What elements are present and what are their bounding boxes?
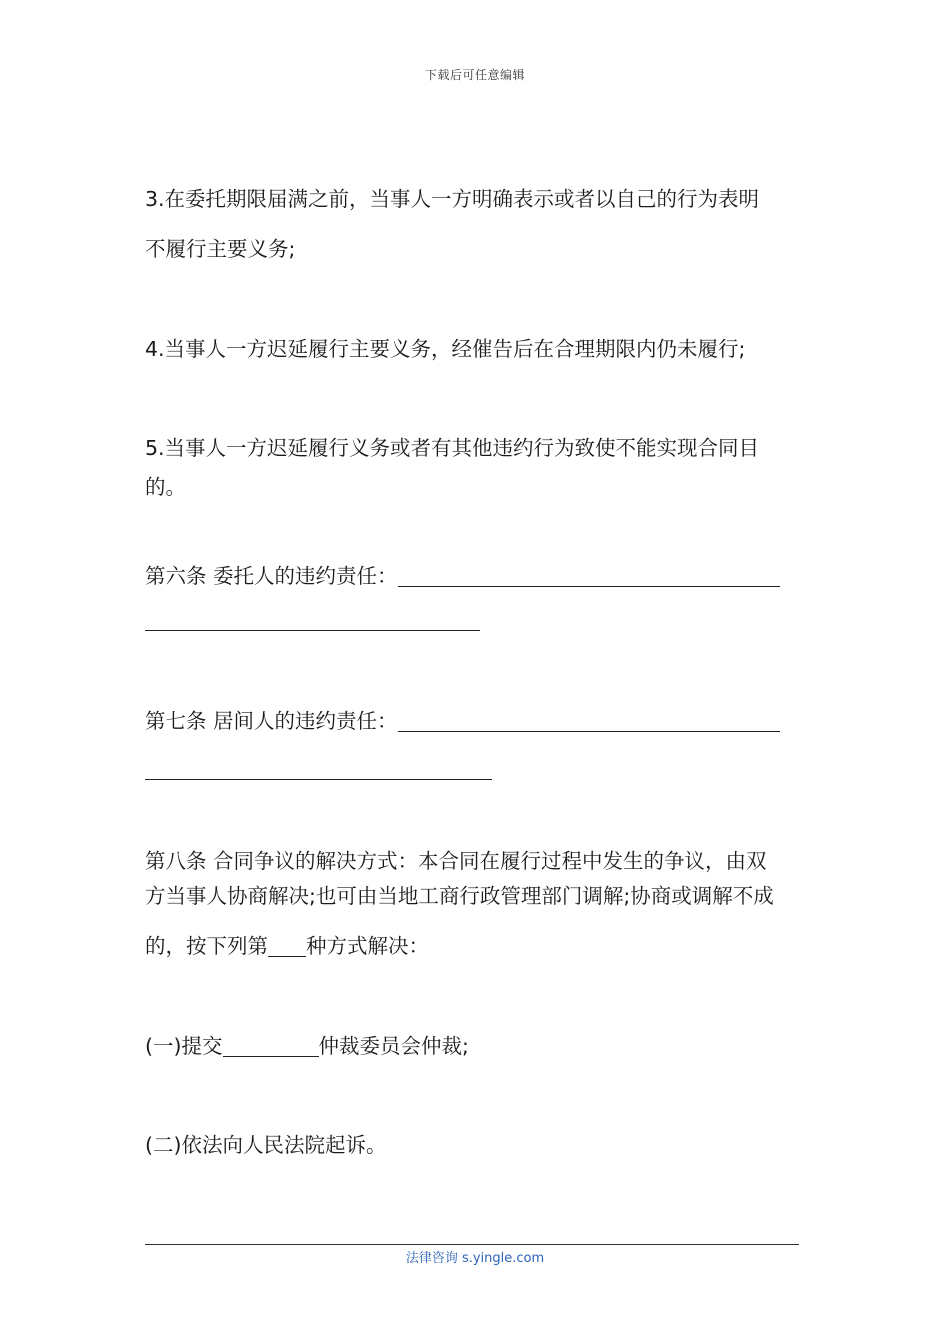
- article-8-line-2: 方当事人协商解决;也可由当地工商行政管理部门调解;协商或调解不成: [145, 884, 774, 908]
- arbitration-committee-blank[interactable]: [223, 1032, 319, 1057]
- option-1: [145, 1027, 810, 1065]
- footer-divider: [145, 1244, 799, 1245]
- clause-item-5-line-2: 的。: [145, 475, 186, 499]
- article-7-blank-continued[interactable]: [145, 779, 492, 780]
- article-6-label: 第六条 委托人的违约责任：: [145, 564, 398, 588]
- option-1-end: 仲裁委员会仲裁;: [318, 1034, 469, 1058]
- article-7-blank[interactable]: [398, 707, 780, 732]
- article-8-line-3-end: 种方式解决：: [306, 934, 429, 958]
- article-8-line-3-start: 的，按下列第: [145, 934, 268, 958]
- article-6-blank-continued[interactable]: [145, 630, 480, 631]
- article-8-line-1: 第八条 合同争议的解决方式：本合同在履行过程中发生的争议，由双: [145, 849, 767, 873]
- article-8-line-3: [145, 927, 810, 965]
- option-2: (二)依法向人民法院起诉。: [145, 1133, 387, 1157]
- footer-link[interactable]: 法律咨询 s.yingle.com: [405, 1251, 545, 1266]
- article-6-blank[interactable]: [398, 562, 780, 587]
- clause-item-5-line-1: 5.当事人一方迟延履行义务或者有其他违约行为致使不能实现合同目: [145, 436, 760, 460]
- clause-item-3-line-2: 不履行主要义务;: [145, 237, 296, 261]
- article-7-label: 第七条 居间人的违约责任：: [145, 709, 398, 733]
- method-number-blank[interactable]: [268, 932, 306, 957]
- page-header: 下载后可任意编辑: [424, 68, 525, 82]
- option-1-start: (一)提交: [145, 1034, 223, 1058]
- article-6: [145, 557, 810, 595]
- clause-item-4: 4.当事人一方迟延履行主要义务，经催告后在合理期限内仍未履行;: [145, 337, 746, 361]
- article-7: [145, 702, 810, 740]
- clause-item-3-line-1: 3.在委托期限届满之前，当事人一方明确表示或者以自己的行为表明: [145, 187, 760, 211]
